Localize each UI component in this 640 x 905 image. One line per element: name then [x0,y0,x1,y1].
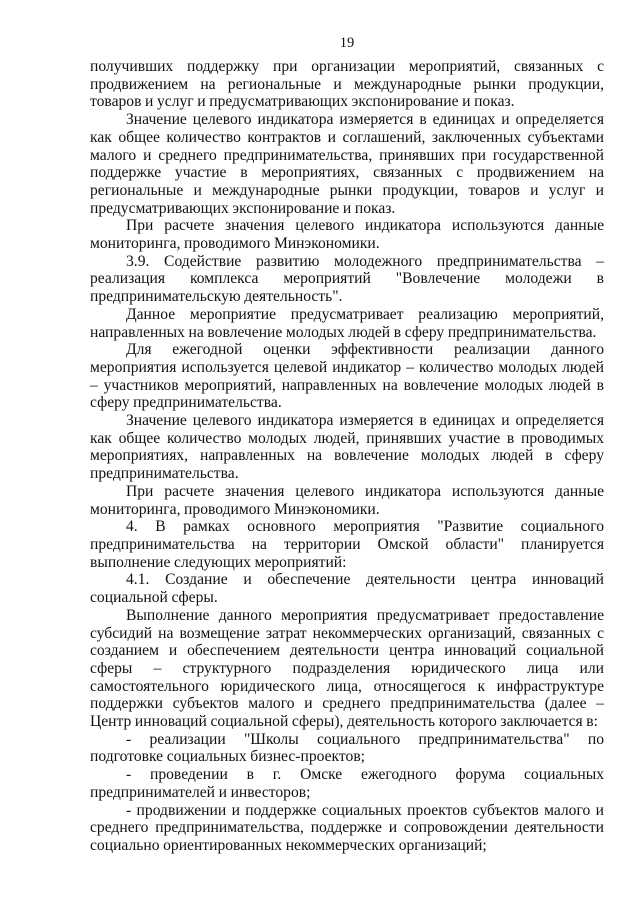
paragraph-3: При расчете значения целевого индикатора используются данные мониторинга, проводимого Минэкономики. [90,217,604,253]
paragraph-7: Значение целевого индикатора измеряется в единицах и определяется как общее количество молодых людей, принявших участие в проводимых мероприятиях, направленных на вовлечение молодых людей в сферу предпринимательства. [90,412,604,483]
paragraph-6: Для ежегодной оценки эффективности реализации данного мероприятия используется целевой индикатор – количество молодых людей – участников мероприятий, направленных на вовлечение молодых людей в сферу предпринимательства. [90,341,604,412]
paragraph-9: 4. В рамках основного мероприятия "Развитие социального предпринимательства на территории Омской области" планируется выполнение следующих мероприятий: [90,518,604,571]
paragraph-2: Значение целевого индикатора измеряется в единицах и определяется как общее количество контрактов и соглашений, заключенных субъектами малого и среднего предпринимательства, принявших при государственной поддержке участие в мероприятиях, связанных с продвижением на региональные и международные рынки продукции, товаров и услуг и предусматривающих экспонирование и показ. [90,111,604,217]
paragraph-13: - проведении в г. Омске ежегодного форума социальных предпринимателей и инвесторов; [90,766,604,801]
paragraph-5: Данное мероприятие предусматривает реализацию мероприятий, направленных на вовлечение молодых людей в сферу предпринимательства. [90,305,604,341]
paragraph-8: При расчете значения целевого индикатора используются данные мониторинга, проводимого Минэкономики. [90,482,604,518]
paragraph-4: 3.9. Содействие развитию молодежного предпринимательства – реализация комплекса мероприятий "Вовлечение молодежи в предпринимательскую деятельность". [90,252,604,306]
paragraph-1: получивших поддержку при организации мероприятий, связанных с продвижением на региональные и международные рынки продукции, товаров и услуг и предусматривающих экспонирование и показ. [90,58,604,111]
paragraph-12: - реализации "Школы социального предпринимательства" по подготовке социальных бизнес-проектов; [90,730,604,766]
body-text [90,58,604,855]
paragraph-11: Выполнение данного мероприятия предусматривает предоставление субсидий на возмещение затрат некоммерческих организаций, связанных с созданием и обеспечением деятельности центра инноваций социальной сферы – структурного подразделения юридического лица или самостоятельного юридического лица, относящегося к инфраструктуре поддержки субъектов малого и среднего предпринимательства (далее – Центр инноваций социальной сферы), деятельность которого заключается в: [90,606,604,731]
page-number: 19 [339,35,355,51]
paragraph-10: 4.1. Создание и обеспечение деятельности центра инноваций социальной сферы. [90,571,604,607]
document-page [90,34,604,855]
paragraph-14: - продвижении и поддержке социальных проектов субъектов малого и среднего предпринимательства, поддержке и сопровождении деятельности социально ориентированных некоммерческих организаций; [90,801,604,854]
